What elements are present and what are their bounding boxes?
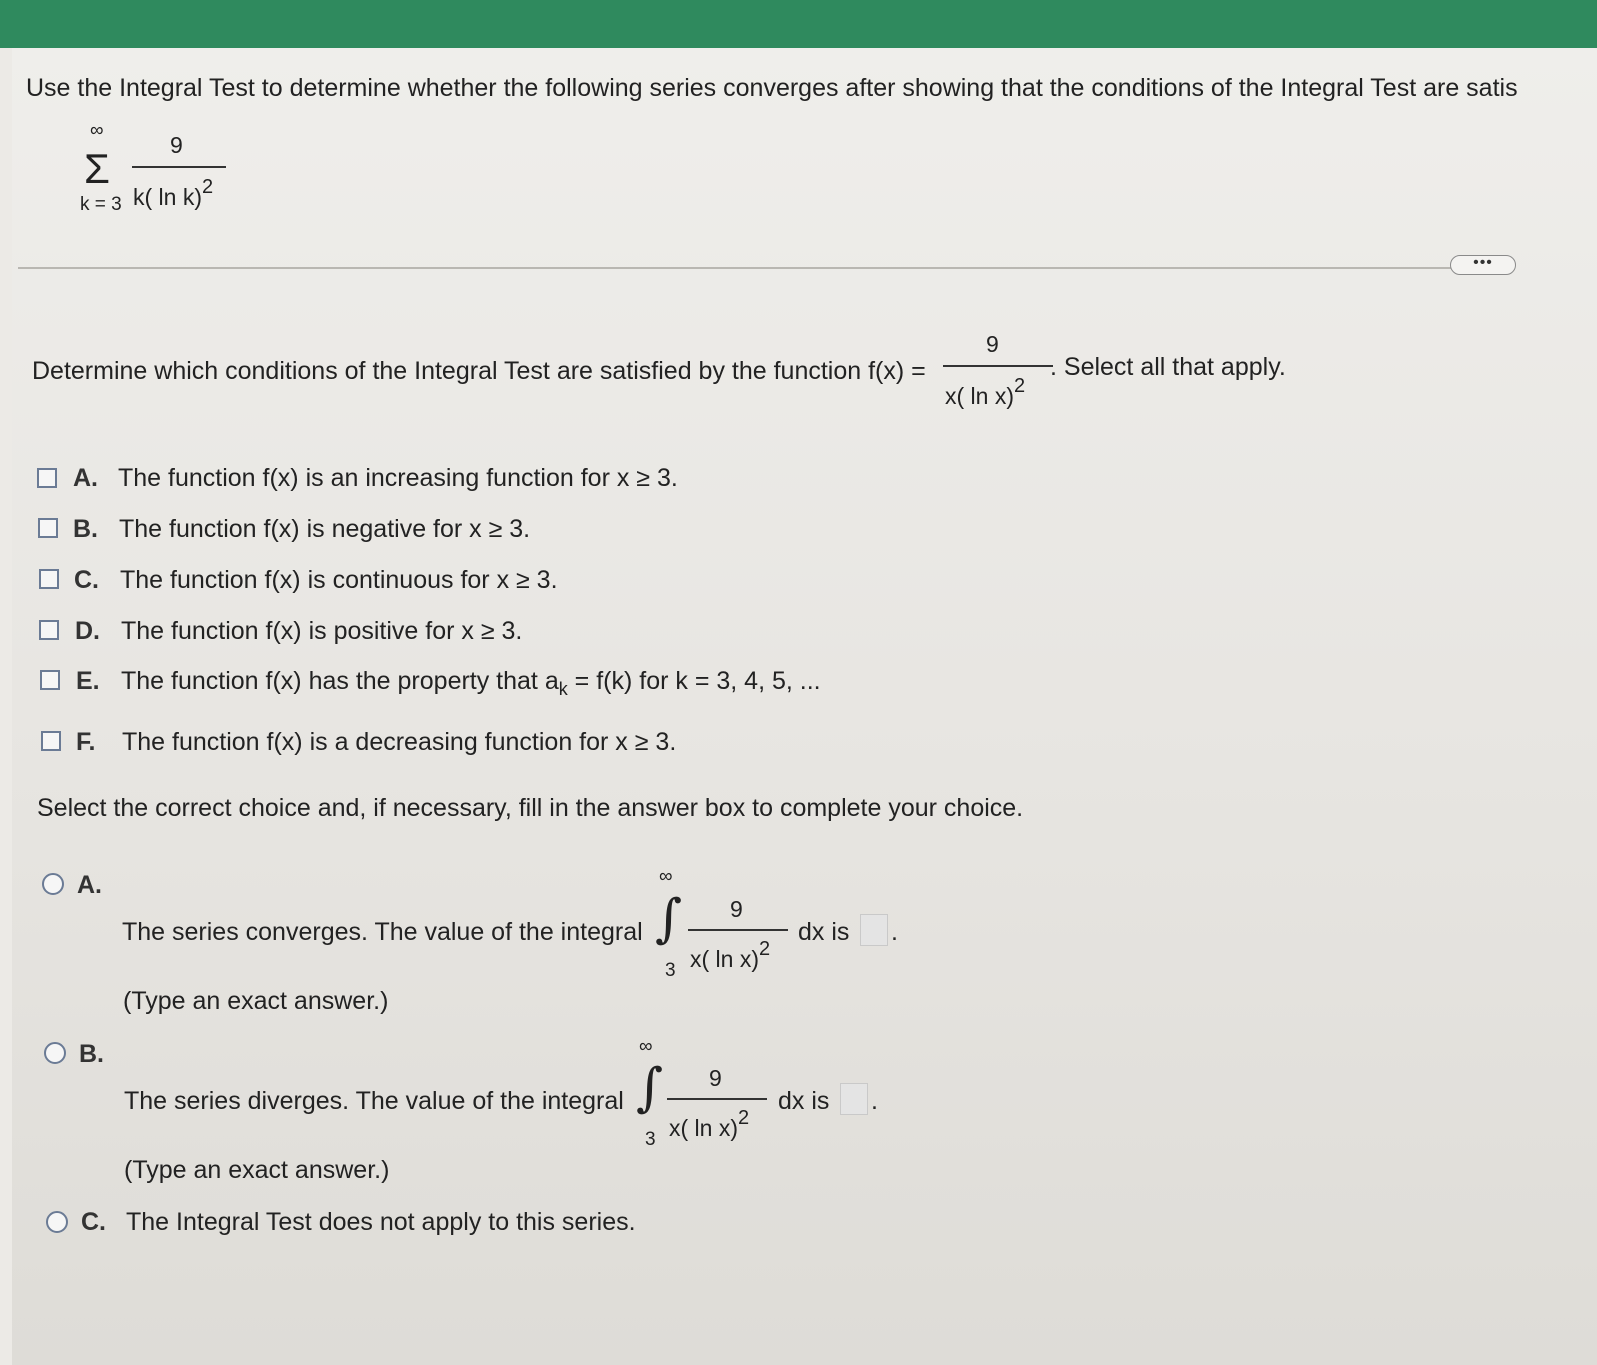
- series-numerator: 9: [170, 132, 183, 158]
- integral-symbol: ∫: [655, 889, 683, 949]
- function-numerator: 9: [986, 331, 999, 357]
- option-text: The function f(x) is positive for x ≥ 3.: [121, 617, 523, 645]
- integral-upper-limit: ∞: [659, 866, 673, 887]
- period: .: [891, 918, 898, 946]
- option-letter: E.: [76, 667, 100, 695]
- choice-letter: A.: [77, 871, 102, 899]
- radio-a[interactable]: [42, 873, 64, 895]
- top-bar: [0, 0, 1597, 48]
- answer-hint: (Type an exact answer.): [123, 987, 389, 1015]
- integral-suffix: dx is: [778, 1087, 830, 1115]
- question-text: Use the Integral Test to determine whether the following series converges after showing that the conditions of the Integral Test are satis: [26, 74, 1518, 102]
- checkbox-a[interactable]: [37, 468, 57, 488]
- more-options-button[interactable]: •••: [1450, 255, 1516, 275]
- integrand-fraction-bar: [688, 929, 788, 931]
- option-letter: D.: [75, 617, 100, 645]
- integrand-denominator: x( ln x)2: [690, 938, 771, 972]
- checkbox-b[interactable]: [38, 518, 58, 538]
- integral-lower-limit: 3: [665, 960, 676, 981]
- series-upper-limit: ∞: [90, 120, 104, 141]
- option-text: The function f(x) is negative for x ≥ 3.: [119, 515, 531, 543]
- section-divider: [18, 267, 1458, 269]
- checkbox-c[interactable]: [39, 569, 59, 589]
- integral-lower-limit: 3: [645, 1129, 656, 1150]
- checkbox-f[interactable]: [41, 731, 61, 751]
- integrand-fraction-bar: [667, 1098, 767, 1100]
- function-fraction-bar: [943, 365, 1053, 367]
- period: .: [871, 1087, 878, 1115]
- integral-suffix: dx is: [798, 918, 850, 946]
- option-text: The function f(x) is continuous for x ≥ 3.: [120, 566, 558, 594]
- radio-b[interactable]: [44, 1042, 66, 1064]
- select-all-instruction: . Select all that apply.: [1050, 353, 1286, 381]
- series-denominator: k( ln k)2: [133, 176, 214, 210]
- radio-c[interactable]: [46, 1211, 68, 1233]
- choice-prompt: Select the correct choice and, if necessary, fill in the answer box to complete your choice.: [37, 794, 1024, 822]
- integrand-numerator: 9: [730, 896, 743, 922]
- sigma-symbol: Σ: [84, 145, 110, 192]
- option-text: The function f(x) is an increasing function for x ≥ 3.: [118, 464, 678, 492]
- choice-letter: B.: [79, 1040, 104, 1068]
- series-fraction-bar: [132, 166, 226, 168]
- conditions-prompt: Determine which conditions of the Integral Test are satisfied by the function f(x) =: [32, 357, 926, 385]
- choice-letter: C.: [81, 1208, 106, 1236]
- choice-text: The series converges. The value of the integral: [122, 918, 643, 946]
- integrand-denominator: x( ln x)2: [669, 1107, 750, 1141]
- option-text: The function f(x) is a decreasing function for x ≥ 3.: [122, 728, 677, 756]
- integral-upper-limit: ∞: [639, 1036, 653, 1057]
- answer-box-a[interactable]: [860, 914, 888, 946]
- option-letter: C.: [74, 566, 99, 594]
- choice-text: The series diverges. The value of the integral: [124, 1087, 624, 1115]
- integrand-numerator: 9: [709, 1065, 722, 1091]
- option-letter: B.: [73, 515, 98, 543]
- integral-symbol: ∫: [636, 1058, 664, 1118]
- series-lower-limit: k = 3: [80, 194, 122, 215]
- option-text: The function f(x) has the property that $a_k = f(k)$ for k = 3, 4, 5, ...: [121, 667, 821, 699]
- choice-text: The Integral Test does not apply to this series.: [126, 1208, 636, 1236]
- option-letter: A.: [73, 464, 98, 492]
- answer-hint: (Type an exact answer.): [124, 1156, 390, 1184]
- checkbox-e[interactable]: [40, 670, 60, 690]
- checkbox-d[interactable]: [39, 620, 59, 640]
- option-letter: F.: [76, 728, 96, 756]
- answer-box-b[interactable]: [840, 1083, 868, 1115]
- function-denominator: x( ln x)2: [945, 375, 1026, 409]
